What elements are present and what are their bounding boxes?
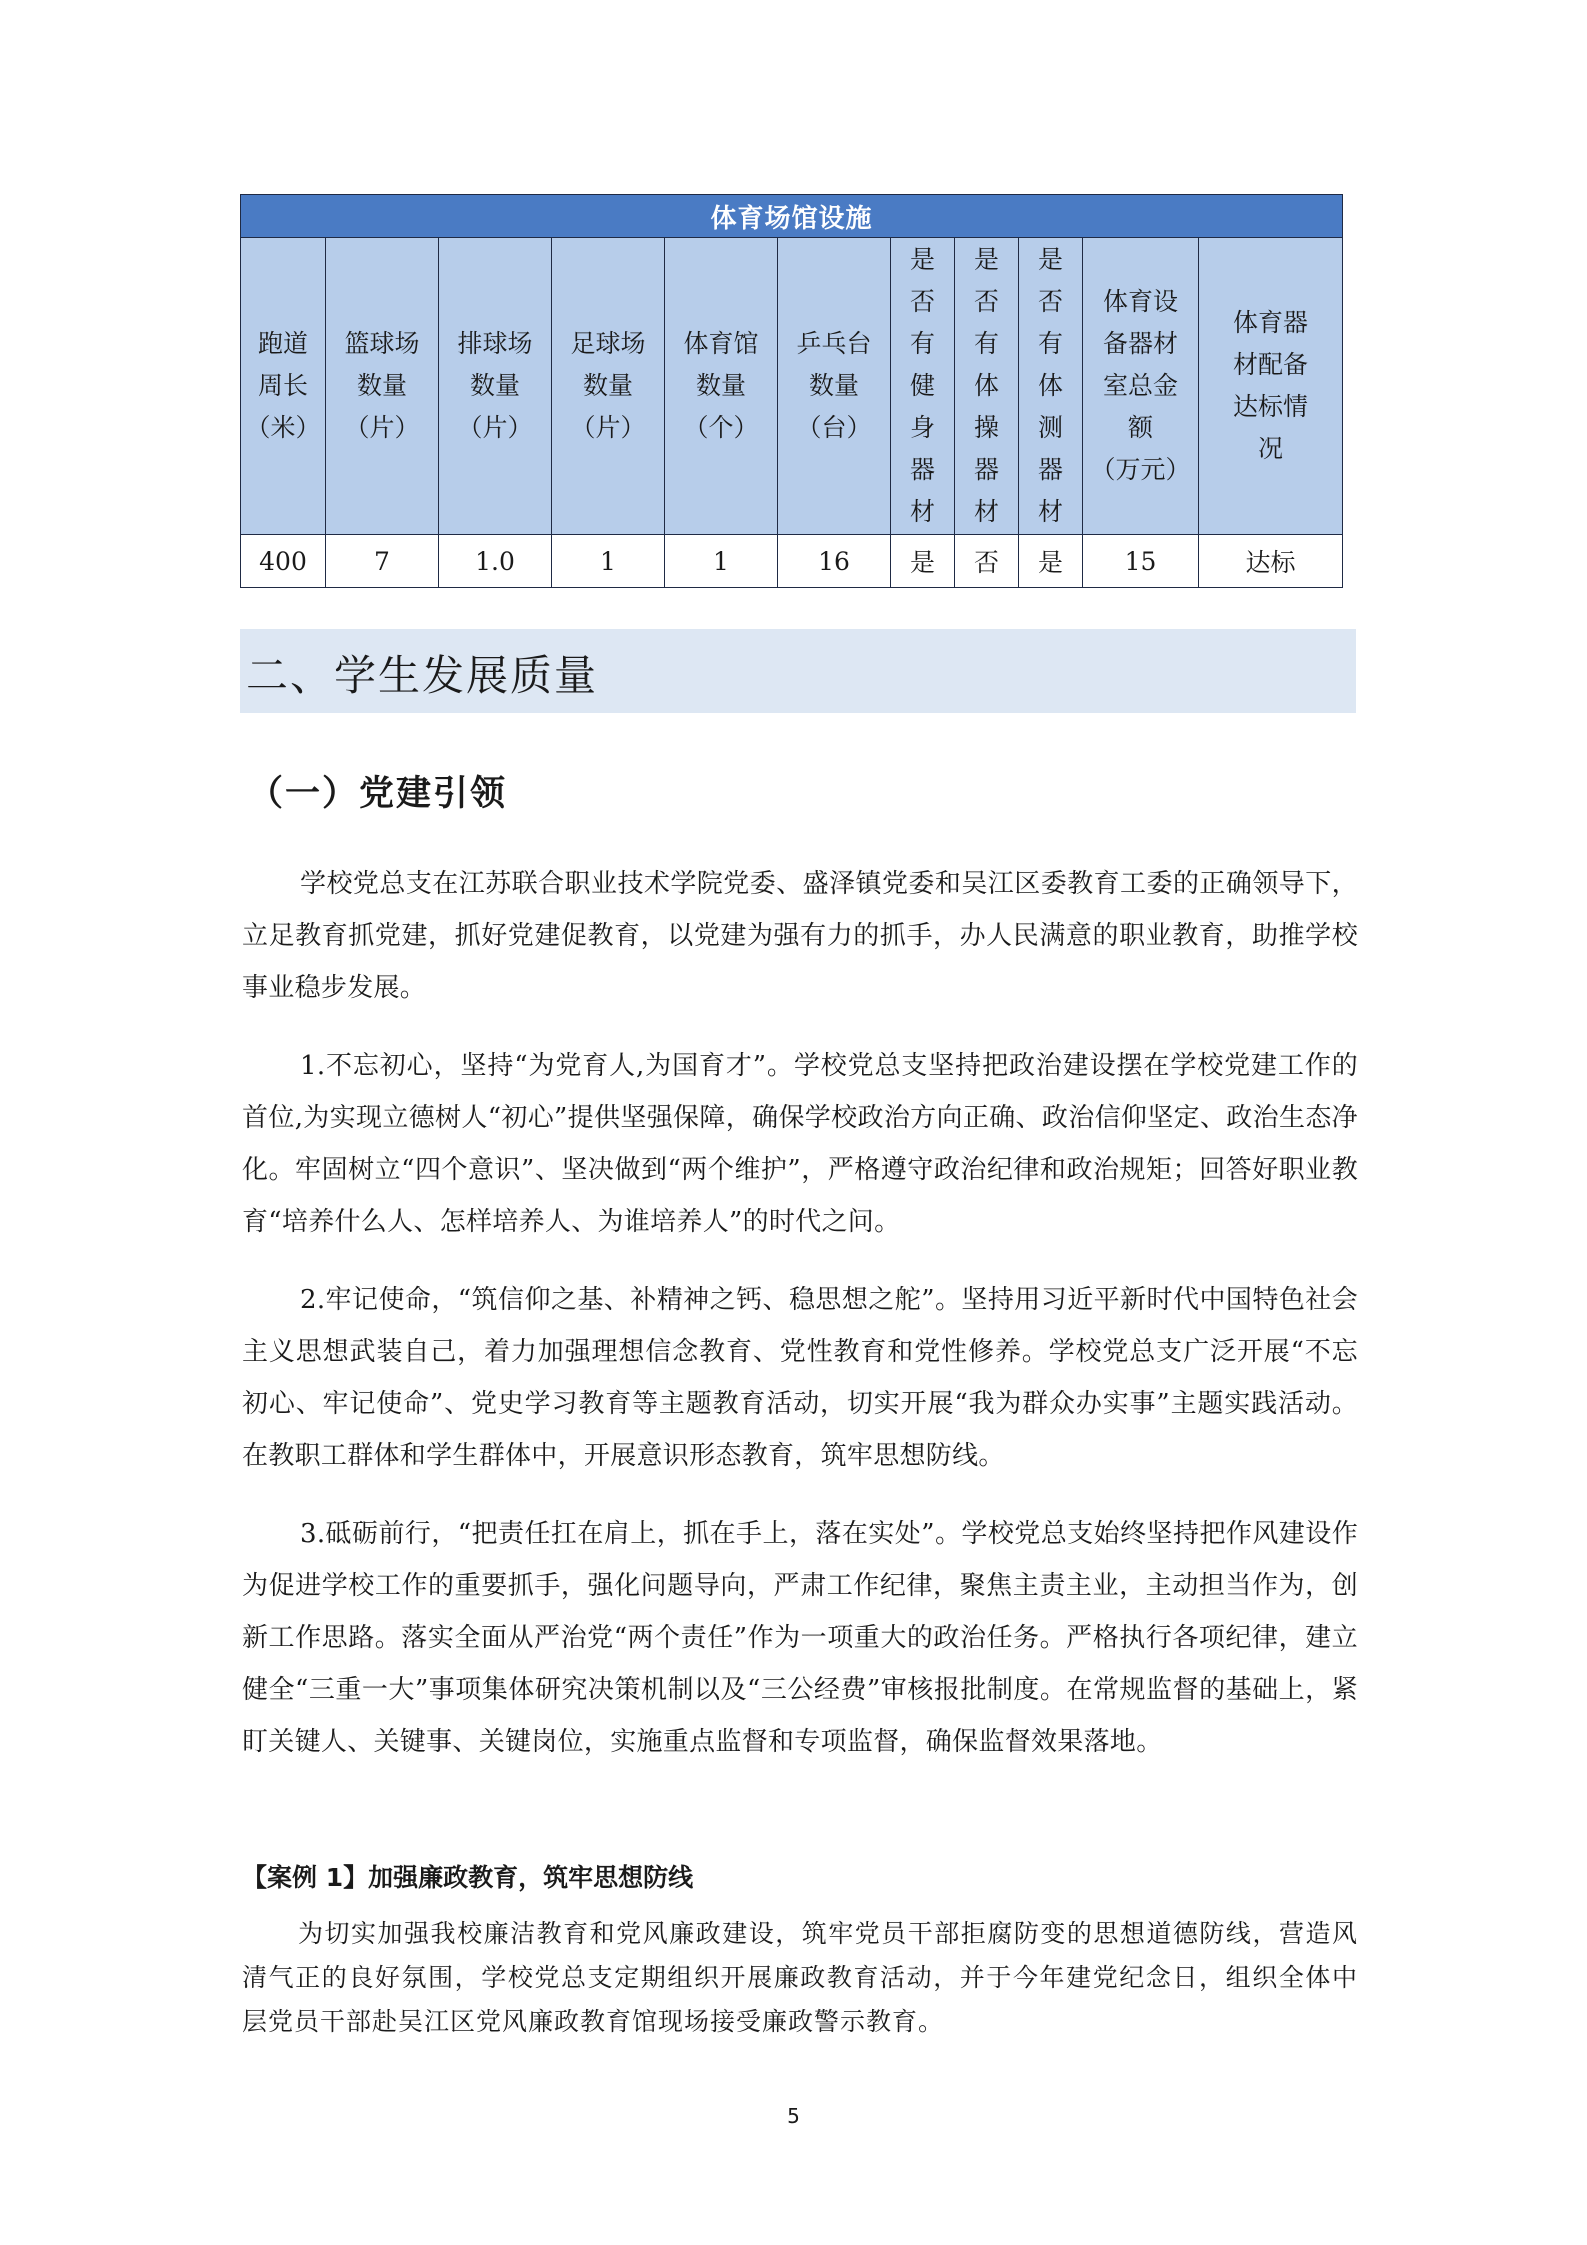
header-line: 是 [973, 245, 999, 274]
header-line: 体育器 [1233, 308, 1309, 337]
header-line: 材 [1037, 497, 1063, 526]
header-cell [552, 238, 665, 535]
header-cell [1019, 238, 1083, 535]
header-cell [326, 238, 439, 535]
header-cell [665, 238, 778, 535]
table-cell: 15 [1083, 535, 1199, 588]
header-line: 况 [1258, 434, 1284, 463]
header-line: 有 [1037, 329, 1063, 358]
header-line: 否 [1037, 287, 1063, 316]
header-line: 器 [909, 455, 935, 484]
subsection-title: （一）党建引领 [248, 773, 508, 814]
page-number: 5 [787, 2104, 800, 2128]
header-line: 材 [973, 497, 999, 526]
table-caption: 体育场馆设施 [241, 195, 1343, 238]
header-line: 足球场 [570, 329, 646, 358]
header-line: 是 [1037, 245, 1063, 274]
table-cell: 16 [778, 535, 891, 588]
header-line: 数量 [469, 371, 520, 400]
header-line: 器 [1037, 455, 1063, 484]
header-line: （片） [457, 413, 533, 442]
header-line: 体育馆 [683, 329, 759, 358]
header-line: 身 [909, 413, 935, 442]
header-line: 跑道 [257, 329, 308, 358]
header-line: 数量 [808, 371, 859, 400]
header-line: 有 [973, 329, 999, 358]
header-line: 篮球场 [344, 329, 420, 358]
header-line: 体 [973, 371, 999, 400]
header-line: 体 [1037, 371, 1063, 400]
header-line: 数量 [356, 371, 407, 400]
header-cell [955, 238, 1019, 535]
table-cell: 1.0 [439, 535, 552, 588]
header-line: 有 [909, 329, 935, 358]
paragraph: 学校党总支在江苏联合职业技术学院党委、盛泽镇党委和吴江区委教育工委的正确领导下，立足教育抓党建，抓好党建促教育，以党建为强有力的抓手，办人民满意的职业教育，助推学校事业稳步发展。 [242, 869, 1358, 1003]
paragraph: 3.砥砺前行，“把责任扛在肩上，抓在手上，落在实处”。学校党总支始终坚持把作风建设作为促进学校工作的重要抓手，强化问题导向，严肃工作纪律，聚焦主责主业，主动担当作为，创新工作思路。落实全面从严治党“两个责任”作为一项重大的政治任务。严格执行各项纪律，建立健全“三重一大”事项集体研究决策机制以及“三公经费”审核报批制度。在常规监督的基础上，紧盯关键人、关键事、关键岗位，实施重点监督和专项监督，确保监督效果落地。 [242, 1519, 1358, 1757]
table-cell: 达标 [1199, 535, 1343, 588]
header-line: 周长 [257, 371, 308, 400]
table-cell: 1 [552, 535, 665, 588]
header-line: 器 [973, 455, 999, 484]
section-heading-band [240, 629, 1356, 713]
header-cell [778, 238, 891, 535]
header-line: 额 [1127, 413, 1153, 442]
header-line: （片） [570, 413, 646, 442]
table-row [241, 535, 1343, 588]
header-line: 排球场 [457, 329, 533, 358]
header-cell [1199, 238, 1343, 535]
table-cell: 400 [241, 535, 326, 588]
header-cell [439, 238, 552, 535]
header-line: （台） [796, 413, 872, 442]
header-line: 是 [909, 245, 935, 274]
header-line: （万元） [1090, 455, 1191, 484]
paragraph: 1.不忘初心，坚持“为党育人,为国育才”。学校党总支坚持把政治建设摆在学校党建工作的首位,为实现立德树人“初心”提供坚强保障，确保学校政治方向正确、政治信仰坚定、政治生态净化。牢固树立“四个意识”、坚决做到“两个维护”，严格遵守政治纪律和政治规矩；回答好职业教育“培养什么人、怎样培养人、为谁培养人”的时代之问。 [242, 1051, 1358, 1237]
header-line: （米） [245, 413, 321, 442]
header-line: 操 [973, 413, 999, 442]
header-line: 体育设 [1102, 287, 1178, 316]
table-cell: 1 [665, 535, 778, 588]
header-cell [1083, 238, 1199, 535]
sports-facilities-table [240, 194, 1343, 588]
case-title: 【案例 1】加强廉政教育，筑牢思想防线 [242, 1863, 694, 1892]
section-title: 二、学生发展质量 [246, 651, 599, 700]
header-line: （个） [683, 413, 759, 442]
header-line: 数量 [695, 371, 746, 400]
header-line: 否 [973, 287, 999, 316]
header-line: 数量 [582, 371, 633, 400]
header-line: 备器材 [1102, 329, 1178, 358]
header-line: 材配备 [1233, 350, 1309, 379]
header-line: 否 [909, 287, 935, 316]
case-body: 为切实加强我校廉洁教育和党风廉政建设，筑牢党员干部拒腐防变的思想道德防线，营造风清气正的良好氛围，学校党总支定期组织开展廉政教育活动，并于今年建党纪念日，组织全体中层党员干部赴吴江区党风廉政教育馆现场接受廉政警示教育。 [242, 1919, 1358, 2036]
table-header-row [241, 238, 1343, 535]
header-cell [891, 238, 955, 535]
header-line: 材 [909, 497, 935, 526]
header-cell [241, 238, 326, 535]
table-cell: 否 [955, 535, 1019, 588]
header-line: 乒乓台 [796, 329, 872, 358]
paragraph: 2.牢记使命，“筑信仰之基、补精神之钙、稳思想之舵”。坚持用习近平新时代中国特色社会主义思想武装自己，着力加强理想信念教育、党性教育和党性修养。学校党总支广泛开展“不忘初心、牢记使命”、党史学习教育等主题教育活动，切实开展“我为群众办实事”主题实践活动。在教职工群体和学生群体中，开展意识形态教育，筑牢思想防线。 [242, 1285, 1358, 1471]
header-line: 室总金 [1102, 371, 1178, 400]
table-cell: 是 [891, 535, 955, 588]
header-line: （片） [344, 413, 420, 442]
table-caption-row [241, 195, 1343, 238]
header-line: 达标情 [1233, 392, 1309, 421]
header-line: 健 [909, 371, 935, 400]
header-line: 测 [1037, 413, 1063, 442]
table-cell: 7 [326, 535, 439, 588]
table-cell: 是 [1019, 535, 1083, 588]
